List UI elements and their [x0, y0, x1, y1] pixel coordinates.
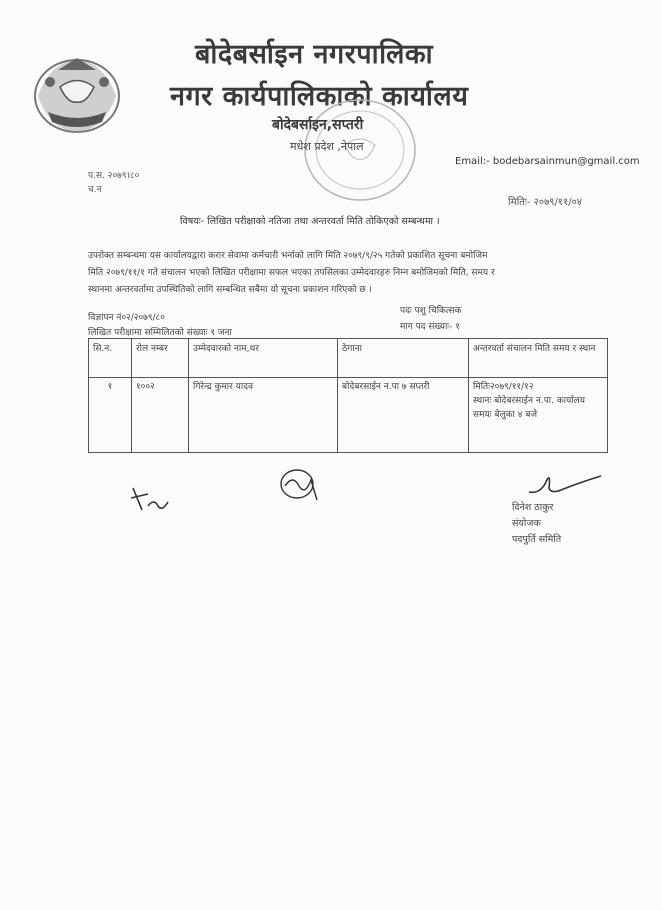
signatory-role: संयोजक: [512, 518, 541, 529]
advert-number: विज्ञापन नं०२/२०७९/८०: [88, 313, 165, 323]
body-line: मिति २०७९/११/१ गते संचालन भएको लिखित परीक्षामा सफल भएका तपसिलका उम्मेदवारहरु निम्न बमोजिमको मिति, समय र: [88, 268, 495, 278]
signature-mark-icon: [525, 466, 605, 498]
cell-roll: १००२: [132, 378, 189, 453]
signatory-committee: पदपुर्ति समिति: [512, 534, 562, 545]
cell-serial: १: [89, 378, 132, 453]
cell-name: गिरेन्द्र कुमार यादव: [189, 378, 338, 453]
results-table: [88, 338, 608, 453]
signature-mark-icon: [275, 464, 323, 504]
exam-participant-count: लिखित परीक्षामा सम्मिलितको संख्याः १ जना: [88, 328, 232, 338]
body-paragraph: [88, 248, 608, 299]
municipality-name: बोदेबर्साइन नगरपालिका: [195, 39, 434, 70]
header-address: ठेगाना: [338, 339, 469, 378]
document-date: मितिः- २०७९/११/०४: [508, 197, 583, 208]
dispatch-number: च.न: [88, 185, 102, 195]
email-address: Email:- bodebarsainmun@gmail.com: [455, 156, 640, 167]
header-serial: सि.न.: [89, 339, 132, 378]
post-title: पदः पशु चिकित्सक: [400, 306, 462, 316]
cell-address: बोदेबरसाईन न.पा ७ सप्तरी: [338, 378, 469, 453]
signatory-name: दिनेश ठाकुर: [512, 502, 554, 513]
address-line-2: मधेश प्रदेश ,नेपाल: [290, 140, 364, 153]
header-roll: रोल नम्बर: [132, 339, 189, 378]
nepal-emblem-icon: [30, 52, 125, 137]
interview-place: स्थानः बोदेबरसाईन न.पा. कार्यालय: [473, 396, 585, 406]
interview-time: समयः बेलुका ४ बजे: [473, 410, 538, 420]
subject-line: विषयः- लिखित परीक्षाको नतिजा तथा अन्तरवर्ता मिति तोकिएको सम्बन्धमा ।: [180, 216, 440, 227]
demand-post-count: माग पद संख्याः- १: [400, 322, 460, 332]
reference-number: प.स. २०७९।८०: [88, 171, 140, 181]
body-line: उपरोक्त सम्बन्धमा यस कार्यालयद्वारा करार सेवामा कर्मचारी भर्नाको लागि मिति २०७९/९/२५ गतेको प्रकाशित सूचना बमोजिम: [88, 251, 488, 261]
table-header-row: [89, 339, 608, 378]
header-name: उम्मेदवारको नाम,थर: [189, 339, 338, 378]
signature-mark-icon: [128, 480, 173, 515]
address-line-1: बोदेबर्साइन,सप्तरी: [272, 117, 364, 133]
office-name: नगर कार्यपालिकाको कार्यालय: [170, 81, 469, 112]
body-line: स्थानमा अन्तरवर्तामा उपस्थितिको लागि सम्बन्धित सबैमा यो सूचना प्रकाशन गरिएको छ ।: [88, 285, 372, 295]
cell-interview: [469, 378, 608, 453]
interview-date: मितिः२०७९/११/१२: [473, 382, 534, 392]
header-interview: अन्तरवर्ता संचालन मिति समय र स्थान: [469, 339, 608, 378]
table-row: [89, 378, 608, 453]
